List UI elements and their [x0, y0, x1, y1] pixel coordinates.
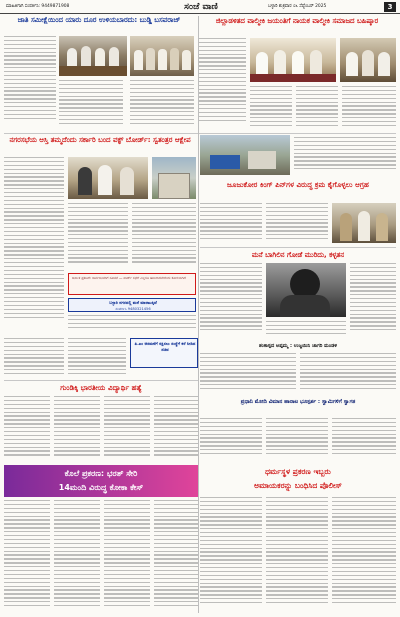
body-text [200, 263, 262, 337]
story-pm [200, 398, 396, 462]
body-text [68, 338, 126, 378]
page-number: 3 [384, 2, 396, 12]
body-text [266, 321, 346, 337]
body-text [266, 497, 328, 611]
body-text [68, 315, 196, 333]
body-text [332, 497, 396, 611]
body-text [200, 418, 262, 460]
body-text [4, 500, 50, 612]
body-text [130, 80, 194, 130]
body-text [342, 86, 396, 130]
body-text [154, 396, 198, 460]
masthead-contact: ಮಾಹಿತಿಗಾಗಿ ಸಂಪರ್ಕಿಸಿ: 9449871908 [6, 4, 70, 9]
body-text [54, 396, 100, 460]
body-text [250, 86, 292, 130]
body-text [4, 396, 50, 460]
divider [200, 247, 396, 248]
photo-group [130, 36, 194, 76]
headline-shanka: ಶಂಕಾಸ್ಪದ ಅಪ್ಪಮ್ಮ : ಉಜ್ಜಯಿನಿ ಜಾಗರಿ ಮಂಡಳಿ [258, 343, 338, 349]
photo-building [152, 157, 196, 199]
story-mid-right [200, 135, 396, 245]
headline-top-right: ಜಿಲ್ಲಾಡಳಿತದ ವಾಲ್ಮೀಕಿ ಜಯಂತಿಗೆ ನಾಯಕ ವಾಲ್ಮೀಕಿ ಸಮಾಜದ ಬಹಿಷ್ಕಾರ [215, 17, 379, 25]
story-shanka [200, 341, 396, 395]
story-mid-left [4, 135, 196, 335]
headline-house: ಮನೆ ಬಾಗಿಲಿನ ಗೋಡೆ ಮುರಿದು, ಕಳ್ಳತನ [251, 251, 345, 259]
body-text [4, 338, 64, 378]
story-bottom-right [200, 465, 396, 613]
body-text [200, 203, 262, 243]
headline-pm: ಪ್ರಧಾನಿ ಮೋದಿ ವಿಮಾನ ಹಾರಾಟ ಭೂಸ್ಪರ್ಶ : ಸ್ವಾಮಿಗಳಿಗೆ ಸ್ವಾಗತ [240, 399, 356, 405]
body-text [68, 203, 128, 269]
headline-mid-left: ನಗರಸಭೆಯ ಆಸ್ತಿ ತಮ್ಮದೆಂದು ಸರ್ಕಾರಿ ಬಂದ ವಕ್ಫ್ ಬೋರ್ಡ್: ಸ್ವತಂತ್ರರ ಆಕ್ಷೇಪ [9, 136, 191, 144]
body-text [200, 353, 296, 393]
photo-officials [68, 157, 148, 199]
photo-meeting [59, 36, 127, 76]
body-text [59, 80, 123, 130]
body-text [296, 86, 338, 130]
photo-street [200, 135, 290, 175]
notice-box [68, 273, 196, 295]
ad-box [68, 298, 196, 312]
body-text [54, 500, 100, 612]
headline-top-left: ಜಾತಿ ಸಮೀಕ್ಷೆಯಿಂದ ಯಾರು ದೂರ ಉಳಿಯಬಾರದು: ಬುಡ್ಡಿ ಬಸವರಾಜ್ [17, 16, 181, 24]
ad-line-1: ಬಳ್ಳಾರಿ ನಗರದಲ್ಲಿ ಮನೆ ಮಾರಾಟಕ್ಕಿದೆ [109, 300, 157, 305]
body-text [300, 353, 396, 393]
story-top-left [4, 16, 194, 132]
body-text [332, 418, 396, 460]
ad-line-2: ಸಂಪರ್ಕಿಸಿ 9480321456 [115, 307, 151, 311]
banner-bottom-left [4, 465, 198, 497]
photo-thief [266, 263, 346, 317]
headline-bottom-left-1: ಕೊಲೆ ಪ್ರಕರಣ: ಭರತ್ ಸೇರಿ [64, 469, 138, 478]
body-text [266, 418, 328, 460]
headline-box: ಪಿ.ಎಂ ಆಸಮನೆಗೆ ರಕ್ಷಿಸಲು ಸಂಸ್ಥೆಗೆ ಕರೆ ನೀಡಿದ ಸಚಿವ [134, 341, 196, 353]
masthead-date: ಬಳ್ಳಾರಿ ಶುಕ್ರವಾರ ೦೬ ಸೆಪ್ಟೆಂಬರ್ 2025 [268, 4, 327, 9]
headline-mid-right: ಜೂಜುಕೋರ ಕಿಂಗ್ ಪಿನ್‌ಗಳ ವಿರುದ್ಧ ಕ್ರಮ ಕೈಗೊಳ್ಳಲು ಆಗ್ರಹ [226, 180, 370, 189]
notice-text: ದಿನಾಂಕ ಪ್ರಕಟಣೆ: ಸಾರ್ವಜನಿಕರಿಗೆ ಸೂಚನೆ — ವಾರ್ಡ್ ಸಭೆಗೆ ಎಲ್ಲರೂ ಹಾಜರಾಗಬೇಕೆಂದು ಕೋರಲಾಗಿದೆ [72, 276, 186, 280]
body-text [4, 36, 56, 130]
photo-press-meet [250, 38, 336, 82]
body-text [154, 500, 198, 612]
headline-bottom-right-1: ಧರ್ಮಸ್ಥಳ ಪ್ರಕರಣ ಇಬ್ಬರು [265, 467, 331, 476]
headline-gundikki: ಗುಂಡಿಕ್ಕಿ ಭಾರತೀಯ ವಿದ್ಯಾರ್ಥಿ ಹತ್ಯೆ [60, 383, 142, 392]
body-text [294, 137, 396, 175]
headline-bottom-left-2: 14ಮಂದಿ ವಿರುದ್ಧ ಕೋಕಾ ಕೇಸ್ [58, 483, 144, 492]
column-divider [198, 16, 199, 613]
headline-bottom-right-2: ಅಮಾಯಕರನ್ನು ಬಂಧಿಸಿದ ಪೊಲೀಸ್ [254, 481, 342, 490]
photo-speakers [340, 38, 396, 82]
body-text [132, 203, 196, 269]
masthead [0, 0, 400, 14]
body-text [4, 157, 64, 333]
story-box [130, 338, 198, 368]
body-text [104, 500, 150, 612]
body-text [350, 263, 396, 337]
divider [4, 380, 198, 381]
divider [4, 133, 396, 134]
body-text [104, 396, 150, 460]
body-text [266, 203, 328, 243]
body-text [198, 38, 246, 130]
body-text [200, 497, 262, 611]
story-top-right [198, 16, 396, 132]
photo-police [332, 203, 396, 243]
story-gundikki [4, 382, 198, 462]
story-house [200, 249, 396, 339]
masthead-logo: ಸಂಜೆ ವಾಣಿ [184, 2, 218, 12]
